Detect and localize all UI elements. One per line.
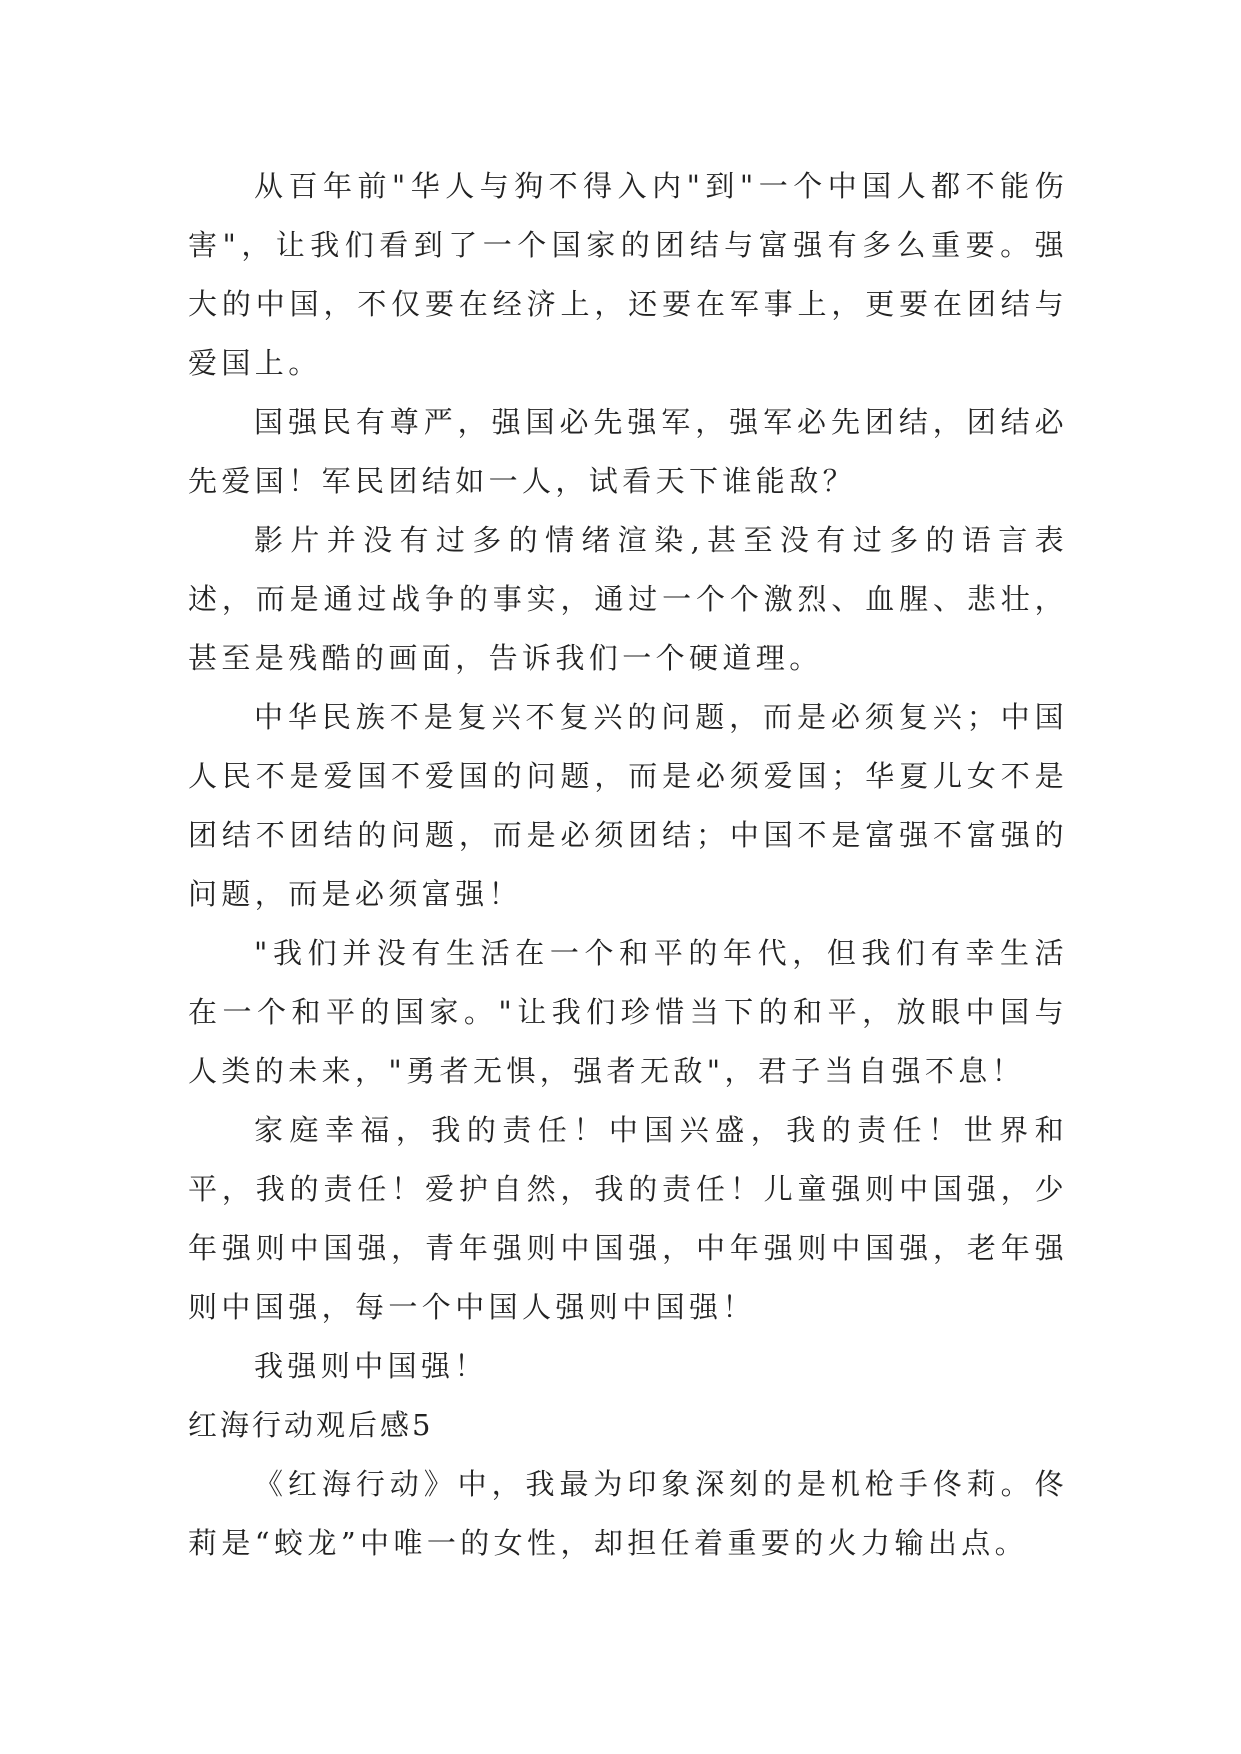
paragraph-6: 家庭幸福，我的责任！中国兴盛，我的责任！世界和平，我的责任！爱护自然，我的责任！儿童强则中国强，少年强则中国强，青年强则中国强，中年强则中国强，老年强则中国强，每一个中国人强则中国强！ [188,1113,1068,1324]
section-paragraph-1: 《红海行动》中，我最为印象深刻的是机枪手佟莉。佟莉是“蛟龙”中唯一的女性，却担任着重要的火力输出点。 [188,1467,1068,1560]
document-body [188,157,1068,1573]
paragraph-1: 从百年前"华人与狗不得入内"到"一个中国人都不能伤害"，让我们看到了一个国家的团结与富强有多么重要。强大的中国，不仅要在经济上，还要在军事上，更要在团结与爱国上。 [188,169,1068,380]
paragraph-5: "我们并没有生活在一个和平的年代，但我们有幸生活在一个和平的国家。"让我们珍惜当下的和平，放眼中国与人类的未来，"勇者无惧，强者无敌"，君子当自强不息！ [188,936,1068,1088]
paragraph-7: 我强则中国强！ [254,1349,488,1383]
paragraph-2: 国强民有尊严，强国必先强军，强军必先团结，团结必先爱国！军民团结如一人，试看天下谁能敌？ [188,405,1068,498]
paragraph-3: 影片并没有过多的情绪渲染,甚至没有过多的语言表述，而是通过战争的事实，通过一个个激烈、血腥、悲壮，甚至是残酷的画面，告诉我们一个硬道理。 [188,523,1068,675]
section-title: 红海行动观后感5 [188,1408,434,1442]
paragraph-4: 中华民族不是复兴不复兴的问题，而是必须复兴；中国人民不是爱国不爱国的问题，而是必须爱国；华夏儿女不是团结不团结的问题，而是必须团结；中国不是富强不富强的问题，而是必须富强！ [188,700,1068,911]
